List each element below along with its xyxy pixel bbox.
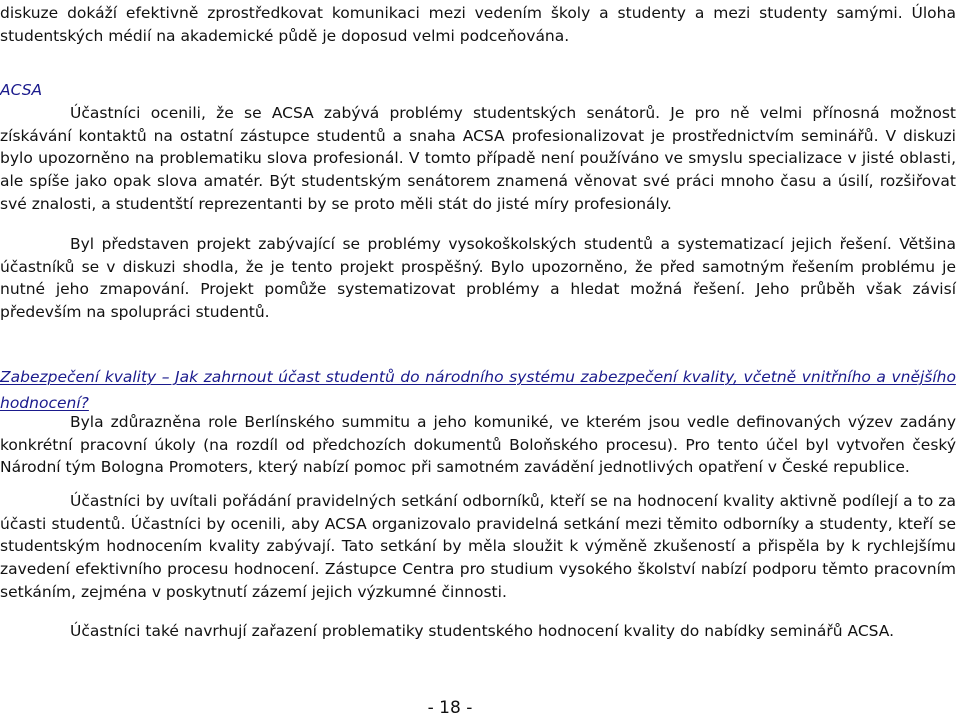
acsa-paragraph-1: Účastníci ocenili, že se ACSA zabývá problémy studentských senátorů. Je pro ně velmi přínosná možnost získávání kontaktů na ostatní zástupce studentů a snaha ACSA profesionalizovat je prostřednictvím seminářů. V diskuzi bylo upozorněno na problematiku slova profesionál. V tomto případě není používáno ve smyslu specializace v jisté oblasti, ale spíše jako opak slova amatér. Být studentským senátorem znamená věnovat své práci mnoho času a úsilí, rozšiřovat své znalosti, a studentští reprezentanti by se proto měli stát do jisté míry profesionály.	[0, 104, 956, 213]
quality-paragraph-3: Účastníci také navrhují zařazení problematiky studentského hodnocení kvality do nabídky seminářů ACSA.	[70, 622, 895, 640]
acsa-heading: ACSA	[0, 81, 43, 99]
quality-paragraph-2: Účastníci by uvítali pořádání pravidelných setkání odborníků, kteří se na hodnocení kvality aktivně podílejí a to za účasti studentů. Účastníci by ocenili, aby ACSA organizovalo pravidelná setkání mezi těmito odborníky a studenty, kteří se studentským hodnocením kvality zabývají. Tato setkání by měla sloužit k výměně zkušeností a přispěla by k rychlejšímu zavedení efektivního procesu hodnocení. Zástupce Centra pro studium vysokého školství nabízí podporu těmto pracovním setkáním, zejména v poskytnutí zázemí jejich výzkumné činnosti.	[0, 492, 956, 601]
quality-heading: Zabezpečení kvality – Jak zahrnout účast studentů do národního systému zabezpečení kvality, včetně vnitřního a vnějšího hodnocení?	[0, 368, 956, 412]
intro-continuation-paragraph: diskuze dokáží efektivně zprostředkovat komunikaci mezi vedením školy a studenty a mezi studenty samými. Úloha studentských médií na akademické půdě je doposud velmi podceňována.	[0, 4, 956, 45]
acsa-paragraph-2: Byl představen projekt zabývající se problémy vysokoškolských studentů a systematizací jejich řešení. Většina účastníků se v diskuzi shodla, že je tento projekt prospěšný. Bylo upozorněno, že před samotným řešením problému je nutné jeho zmapování. Projekt pomůže systematizovat problémy a hledat možná řešení. Jeho průběh však závisí především na spolupráci studentů.	[0, 235, 956, 322]
page-number: - 18 -	[427, 698, 473, 718]
quality-paragraph-1: Byla zdůrazněna role Berlínského summitu a jeho komuniké, ve kterém jsou vedle definovaných výzev zadány konkrétní pracovní úkoly (na rozdíl od předchozích dokumentů Boloňského procesu). Pro tento účel byl vytvořen český Národní tým Bologna Promoters, který nabízí pomoc při samotném zavádění jednotlivých opatření v České republice.	[0, 413, 956, 477]
